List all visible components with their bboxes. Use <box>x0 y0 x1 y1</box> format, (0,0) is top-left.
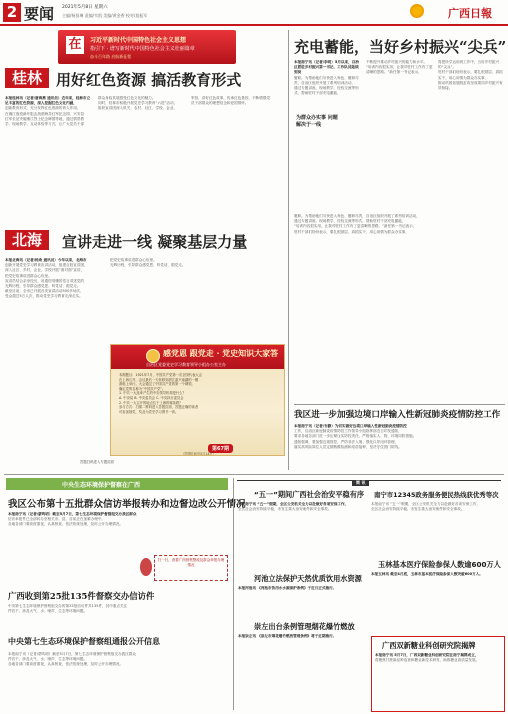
beihai-body-col1: 本报北海讯（记者/杨欢 通讯员）今年以来，北海市 创新开展党史学习教育宣讲活动，组建百姓宣讲团， 深入社区、乡村、企业、学校开展“面对面”宣讲， 把党史故事讲进群众心坎里。 宣讲员结合亲身经历，用通俗易懂的语言讲述党的 光辉历程，引导群众感党恩、听党话、跟党走。 截至目前，全市已开展各类宣讲活动500多场次， 受众超过5万人次，推动党史学习教育走深走实。 <box>5 258 88 299</box>
newspaper-brand: 广西日報 <box>448 7 492 20</box>
eco-callout: 扫一扫，查看广西督察整改及群众举报办理情况 <box>154 555 228 581</box>
banner-subtitle: 指引下 · 谱写新时代中国特色社会主义壮丽篇章 <box>90 46 195 52</box>
eco-body-3: 本报南宁讯（记者/蒙鸣明）截至5月7日，第七生态环境保护督察组交办我区群众 件若干，涉及大气、水、噪声、生态等环境问题。 各地各部门要高度重视，认真核查，依法依规处理，及时公开办理情况。 <box>8 652 136 667</box>
brief-research-headline: 广西双新糖业科创研究院揭牌 <box>382 641 476 650</box>
guilin-body-col1: 本报桂林讯（记者/唐海燕 通讯员）近年来，桂林市立足丰富的红色资源，深入挖掘红色文化内涵， 创新教育形式，充分发挥红色资源的育人作用。 在湘江战役新圩阻击战酒海井红军纪念园、兴安县 红军长征突破湘江烈士纪念碑园等地，通过情景教 学、现场教学、互动体验等方式，让广大党员干部 <box>5 96 91 127</box>
brief-labor-headline: “五一”期间广西社会治安平稳有序 <box>254 490 365 499</box>
eco-headline-3: 中央第七生态环境保护督察组通报公开信息 <box>8 636 160 646</box>
pandemic-rule <box>294 404 505 405</box>
sun-logo-icon <box>410 4 424 18</box>
brief-chongzuo-body: 本报崇左讯 《崇左市烟花爆竹燃放管理条例》将于近期施行。 <box>238 634 337 638</box>
eco-headline-2: 广西收到第25批135件督察交办信访件 <box>8 591 155 601</box>
eco-body-1: 本报南宁讯（记者/蒙鸣明）截至5月7日，第七生态环境保护督察组交办我区群众 信访举报件已全部转办至相关市、县，目前正在加紧办理中。 各地各部门要高度重视，认真核查，依法依规处理，及时公开办理情况。 <box>8 512 137 527</box>
guilin-body-col3: 军营，讲好红色故事，传承红色基因，不断增强党 员干部群众的理想信念和爱国情怀。 <box>191 96 271 106</box>
main-body-col1: 本报南宁讯（记者/李明）5月以来，自治区派驻乡村振兴第一书记、工作队员陆续到岗 履职。为帮助他们尽快进入角色、履职尽责，自治区组织开展了系列培训活动， 通过专题讲座、现场教学、经验交流等形式，帮助驻村干部充电蓄能， <box>294 60 359 96</box>
date-line: 2021年5月8日 星期六 <box>62 5 108 10</box>
theme-banner <box>58 30 236 64</box>
column-divider <box>288 30 289 470</box>
eco-section-header <box>6 478 228 490</box>
brief-insurance-headline: 玉林基本医疗保险参保人数逾600万人 <box>378 560 501 569</box>
banner-seal: 在 <box>66 36 84 54</box>
party-emblem-icon <box>146 349 160 363</box>
highlighted-brief <box>371 636 505 712</box>
scan-code-icon <box>140 558 152 576</box>
main-subhead: 为群众办实事 问题 <box>296 115 338 121</box>
main-headline: 充电蓄能，当好乡村振兴“尖兵” <box>294 38 507 56</box>
poster-body: 本期题目：1921年7月，中国共产党第一次全国代表大会 在上海召开，会议最后一天转移到浙江嘉兴南湖的一艘 游船上举行。大会通过了中国共产党的第一个纲领， 确定党的名称为“中国共产党”。 1. 中共一大选举产生的中央领导机构是什么？ A. 中央局 B. 中央委员会 C. 中央执行委员会 2. 中共一大召开的地点位于上海的哪条路？ 参与方式：扫描二维码进入答题页面，答题正确的读者 可参加抽奖，奖品为党史学习图书一套。 <box>119 373 203 414</box>
issue-chip: 第67期 <box>208 444 233 453</box>
bottom-rule <box>4 474 504 475</box>
page-number: 2 <box>3 3 21 22</box>
beihai-body-col2: 把党史故事讲进群众心坎里。 光辉历程，引导群众感党恩、听党话、跟党走。 <box>110 258 186 268</box>
guilin-tag: 桂林 <box>5 68 49 88</box>
brief-hotline-headline: 南宁市12345政务服务便民热线获优秀等次 <box>374 491 499 499</box>
guilin-headline: 用好红色资源 搞活教育形式 <box>56 71 242 89</box>
brief-river-headline: 河池立法保护天然优质饮用水资源 <box>254 574 362 583</box>
poster-caption: 答题扫码进入专题页面 <box>80 460 114 464</box>
eco-body-2: 中央第七生态环境保护督察组交办的第25批信访件共135件，其中重点关注 件若干，涉及大气、水、噪声、生态等环境问题。 <box>8 604 128 614</box>
main-body-lower: 履职。为帮助他们尽快进入角色、履职尽责，自治区组织开展了系列培训活动， 通过专题讲座、现场教学、经验交流等形式，帮助驻村干部充电蓄能， “培训内容很实用，让我对驻村工作有了更清晰的思路。”新任第一书记表示， 驻村干部们纷纷表示，要扎根基层、真抓实干，用心用情为群众办实事， <box>294 214 420 234</box>
brief-research-body: 本报南宁讯 5月7日，广西双新糖业科创研究院在南宁揭牌成立， 将聚焦甘蔗新品种选育和糖业新技术研发，助推糖业高质量发展。 <box>375 653 480 663</box>
main-body-col3: 将把所学运用到工作中，当好乡村振兴的“尖兵”。 驻村干部们纷纷表示，要扎根基层、真抓实干，用心用情为群众办实事， 推动巩固拓展脱贫攻坚成果同乡村振兴有效衔接。 <box>438 60 503 91</box>
brief-chongzuo-headline: 崇左出台条例管理烟花爆竹燃放 <box>254 622 355 631</box>
credit-line: 主编/杨贤琳 责编/韦凯 美编/黄金香 校对/莫振军 <box>62 13 148 18</box>
briefs-label: 简 讯 <box>352 480 369 486</box>
poster-title: 感党恩 跟党走 · 党史知识大家答 <box>163 348 279 358</box>
masthead <box>0 0 508 26</box>
poster-subtitle: 自治区党委党史学习教育领导小组办公室主办 <box>146 362 226 367</box>
brief-labor-body: 本报南宁讯 “五一”假期，全区公安机关全力以赴做好各项安保工作， 全区社会治安持续平稳，未发生重大治安案件和安全事故。 <box>238 502 349 512</box>
guilin-body-col2: 群众身临其境感受红色文化的魅力。 同时，桂林市积极开展党史学习教育“六进”活动， 组织宣讲团深入机关、农村、社区、学校、企业、 <box>98 96 178 111</box>
main-body-col2: 不断提升推动乡村振兴的能力和水平。 “培训内容很实用，让我对驻村工作有了更清晰的思路。”新任第一书记表示， <box>366 60 433 75</box>
eco-headline-1: 我区公布第十五批群众信访举报转办和边督边改公开情况 <box>8 499 246 510</box>
brief-hotline-body: 本报南宁讯 “五一”假期，全区公安机关全力以赴做好各项安保工作， 全区社会治安持续平稳，未发生重大治安案件和安全事故。 <box>371 502 481 512</box>
bottom-column-divider <box>233 478 234 710</box>
main-subhead-2: 解决于一线 <box>296 122 322 128</box>
banner-tagline: 奋斗百年路 启航新征程 <box>90 54 132 59</box>
beihai-headline: 宣讲走进一线 凝聚基层力量 <box>62 233 248 251</box>
quiz-poster <box>110 344 285 456</box>
pandemic-body: 本报南宁讯（记者/韦静）为切实做好边境口岸输入性新冠肺炎疫情防控 工作，自治区新冠肺炎疫情防控工作领导小组指挥部近日印发通知， 要求各地各部门进一步压紧压实防控责任，严格落实人、物、环境同防措施。 通知强调，要加强边境管控，严防非法入境；强化口岸闭环管理， 落实高风险岗位人员定期核酸检测和疫苗接种，坚决守住国门防线。 <box>294 424 417 449</box>
beihai-tag: 北海 <box>5 230 49 250</box>
banner-title: 习近平新时代中国特色社会主义思想 <box>90 37 187 44</box>
section-name: 要闻 <box>24 5 55 23</box>
pandemic-headline: 我区进一步加强边境口岸输入性新冠肺炎疫情防控工作 <box>294 410 501 420</box>
eco-section-title: 中央生态环境保护督察在广西 <box>62 482 141 489</box>
brief-insurance-body: 本报玉林讯 截至4月底，玉林市基本医疗保险参保人数突破600万人。 <box>371 572 483 576</box>
poster-footer: （答题时间至5月14日） <box>181 452 216 456</box>
brief-river-body: 本报河池讯 《河池市饮用水水源保护条例》于近日正式施行。 <box>238 586 337 590</box>
